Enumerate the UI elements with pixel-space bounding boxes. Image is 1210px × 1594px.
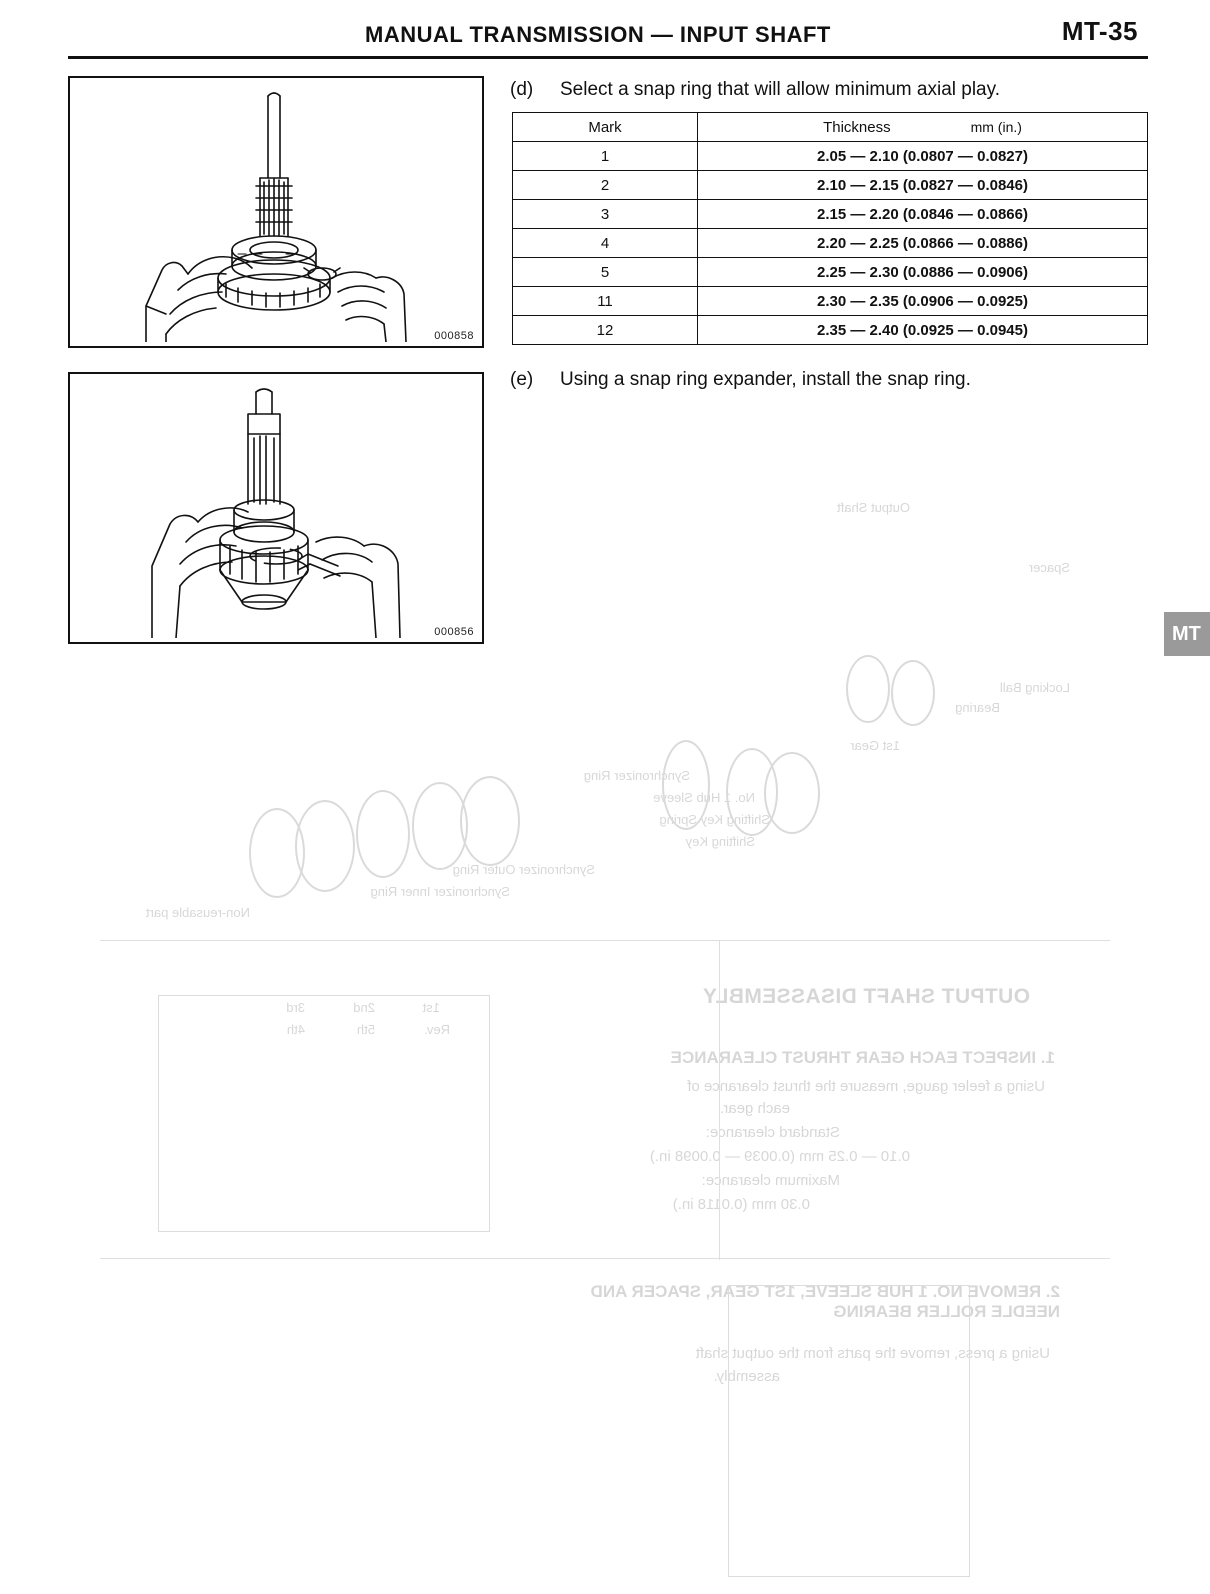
step-e-letter: (e) (510, 369, 534, 390)
column-header-thickness-unit: mm (in.) (970, 118, 1022, 135)
step-d (510, 78, 1150, 103)
bleed-subtitle: 1. INSPECT EACH GEAR THRUST CLEARANCE (670, 1048, 1055, 1067)
bleed-callout: 5th (356, 1022, 375, 1037)
bleed-ring (764, 752, 820, 834)
column-header-thickness (698, 113, 1148, 142)
bleed-ring (295, 800, 355, 892)
table-row (513, 171, 1148, 200)
cell-mark: 5 (513, 258, 698, 287)
bleed-ring (662, 740, 710, 830)
bleed-figure-box (728, 1285, 970, 1577)
table-row (513, 316, 1148, 345)
snap-ring-thickness-table (512, 112, 1148, 345)
table-row (513, 287, 1148, 316)
cell-thickness: 2.30 — 2.35 (0.0906 — 0.0925) (698, 287, 1148, 316)
bleed-callout: 1st Gear (850, 738, 900, 753)
bleed-line: 0.10 — 0.25 mm (0.0039 — 0.0098 in.) (649, 1148, 910, 1165)
bleed-divider (100, 1258, 1110, 1259)
figure-snap-ring-install (68, 372, 484, 644)
bleed-callout: 4th (286, 1022, 305, 1037)
table-row (513, 258, 1148, 287)
bleed-callout: Rev. (424, 1022, 450, 1037)
figure-code: 000858 (434, 330, 474, 342)
bleed-callout: Locking Ball (999, 680, 1070, 695)
bleed-callout: Shifting Key (685, 834, 755, 849)
section-tab-mt: MT (1164, 612, 1210, 656)
column-header-thickness-label: Thickness (823, 118, 891, 136)
figure-snap-ring-selection (68, 76, 484, 348)
page-number: MT-35 (1061, 16, 1138, 46)
bleed-divider (100, 940, 1110, 941)
snap-ring-selection-illustration (70, 78, 478, 342)
bleed-callout: Output Shaft (837, 500, 910, 515)
bleed-line: Using a press, remove the parts from the output shaft (695, 1345, 1050, 1362)
bleed-line: 0.30 mm (0.0118 in.) (672, 1196, 810, 1213)
bleed-callout: Synchronizer Outer Ring (452, 862, 595, 877)
bleed-callout: 1st (422, 1000, 440, 1015)
figure-code: 000856 (434, 626, 474, 638)
table-row (513, 200, 1148, 229)
bleed-callout: 2nd (353, 1000, 375, 1015)
bleed-ring (460, 776, 520, 866)
bleed-ring (249, 808, 305, 898)
bleed-line: Maximum clearance: (701, 1172, 840, 1189)
step-e (510, 368, 1150, 393)
bleed-divider (719, 940, 720, 1260)
bleed-line: each gear. (719, 1100, 790, 1117)
table-row (513, 229, 1148, 258)
bleed-callout: 3rd (286, 1000, 305, 1015)
bleed-ring (726, 748, 778, 836)
bleed-callout: Spacer (1028, 560, 1070, 575)
bleed-callout: Bearing (955, 700, 1000, 715)
cell-mark: 11 (513, 287, 698, 316)
snap-ring-install-illustration (70, 374, 478, 638)
column-header-mark: Mark (513, 113, 698, 142)
table-header-row (513, 113, 1148, 142)
page-title: MANUAL TRANSMISSION — INPUT SHAFT (365, 22, 831, 47)
bleed-ring (891, 660, 935, 726)
cell-mark: 2 (513, 171, 698, 200)
cell-thickness: 2.25 — 2.30 (0.0886 — 0.0906) (698, 258, 1148, 287)
step-e-text: Using a snap ring expander, install the snap ring. (560, 369, 971, 390)
table-row (513, 142, 1148, 171)
bleed-callout: Non-reusable part (145, 905, 250, 920)
cell-mark: 3 (513, 200, 698, 229)
bleed-callout: No. 1 Hub Sleeve (653, 790, 755, 805)
bleed-diagram-box (158, 995, 490, 1232)
bleed-title: OUTPUT SHAFT DISASSEMBLY (702, 985, 1030, 1008)
bleed-callout: Shifting Key Spring (659, 812, 770, 827)
cell-thickness: 2.05 — 2.10 (0.0807 — 0.0827) (698, 142, 1148, 171)
bleed-line: Standard clearance: (705, 1124, 840, 1141)
cell-thickness: 2.20 — 2.25 (0.0866 — 0.0886) (698, 229, 1148, 258)
bleed-callout: Synchronizer Ring (583, 768, 690, 783)
cell-mark: 12 (513, 316, 698, 345)
bleed-line: assembly. (713, 1368, 780, 1385)
cell-thickness: 2.35 — 2.40 (0.0925 — 0.0945) (698, 316, 1148, 345)
header-divider (68, 56, 1148, 59)
cell-mark: 4 (513, 229, 698, 258)
bleed-ring (356, 790, 410, 878)
step-d-text: Select a snap ring that will allow minimum axial play. (560, 79, 1000, 100)
bleed-callout: Synchronizer Inner Ring (370, 884, 510, 899)
cell-thickness: 2.15 — 2.20 (0.0846 — 0.0866) (698, 200, 1148, 229)
cell-mark: 1 (513, 142, 698, 171)
bleed-ring (846, 655, 890, 723)
step-d-letter: (d) (510, 79, 534, 100)
page-header (60, 16, 1150, 62)
cell-thickness: 2.10 — 2.15 (0.0827 — 0.0846) (698, 171, 1148, 200)
bleed-second-step: 2. REMOVE NO. 1 HUB SLEEVE, 1ST GEAR, SPACER AND NEEDLE ROLLER BEARING (590, 1282, 1060, 1321)
bleed-ring (412, 782, 468, 870)
bleed-line: Using a feeler gauge, measure the thrust clearance of (687, 1078, 1045, 1095)
